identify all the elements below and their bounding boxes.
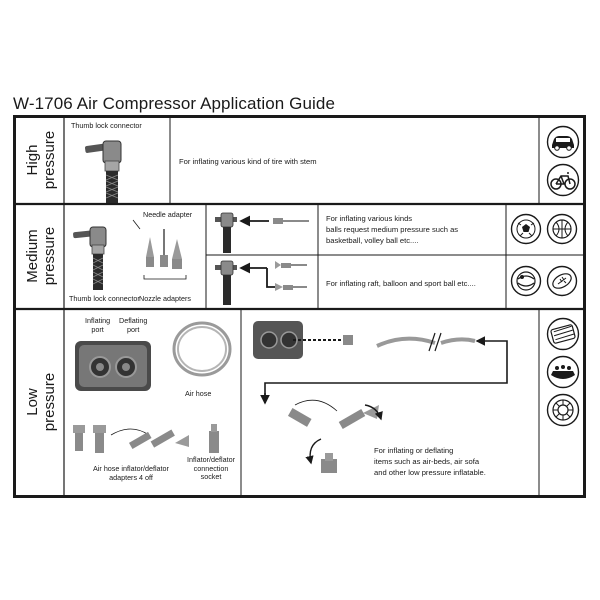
inflator-adapters-label	[76, 465, 186, 482]
row-label-high-line1: High	[24, 144, 41, 176]
application-guide-table	[13, 115, 586, 498]
deflating-port-label-line-1: Deflating	[119, 316, 148, 325]
low-description	[374, 445, 486, 478]
medium-connector-label: Thumb lock connector	[69, 294, 140, 303]
nozzle-adapters-label: Nozzle adapters	[139, 294, 191, 303]
inflator-adapters-label-line-2: adapters 4 off	[109, 472, 153, 482]
row-label-low	[24, 362, 58, 442]
row-label-medium-line1: Medium	[24, 229, 41, 283]
beach-ball-icon	[510, 265, 542, 297]
medium-description-1-line-3: basketball, volley ball etc....	[326, 236, 419, 245]
row-label-high	[24, 120, 58, 200]
pool-ring-icon	[546, 393, 580, 427]
deflating-port-label-line-2: port	[126, 324, 140, 334]
row-label-medium	[24, 214, 58, 298]
thumb-lock-connector-image	[73, 129, 168, 203]
deflating-port-label	[119, 317, 147, 334]
medium-attachment-diagram	[209, 207, 317, 307]
connection-socket-label	[183, 456, 239, 482]
row-label-low-line1: Low	[24, 388, 41, 416]
high-description: For inflating various kind of tire with stem	[179, 157, 317, 166]
needle-adapter-label: Needle adapter	[143, 210, 193, 219]
row-label-high-line2: pressure	[41, 130, 58, 190]
car-icon	[546, 125, 580, 159]
row-label-low-line2: pressure	[41, 372, 58, 432]
soccer-ball-icon	[510, 213, 542, 245]
inflating-port-label-line-2: port	[91, 324, 104, 334]
air-mattress-icon	[546, 317, 580, 351]
air-hose-label: Air hose	[185, 389, 212, 398]
medium-description-1	[326, 213, 458, 246]
medium-connector-image	[68, 215, 203, 295]
guide-title: W-1706 Air Compressor Application Guide	[13, 94, 336, 113]
low-description-line-1: For inflating or deflating	[374, 446, 454, 455]
connection-socket-label-line-2: connection	[193, 463, 229, 473]
low-description-line-2: items such as air-beds, air sofa	[374, 457, 480, 466]
medium-description-1-line-2: balls request medium pressure such as	[326, 225, 459, 234]
medium-description-2: For inflating raft, balloon and sport ball etc....	[326, 279, 476, 288]
connection-socket-label-line-3: socket	[200, 472, 222, 481]
row-label-medium-line2: pressure	[41, 226, 58, 286]
inflatable-boat-icon	[546, 355, 580, 389]
compressor-ports-image	[73, 337, 153, 395]
low-description-line-3: and other low pressure inflatable.	[374, 468, 486, 477]
inflating-port-label-line-1: Inflating	[85, 316, 111, 325]
bicycle-icon	[546, 163, 580, 197]
inflator-adapters-label-line-1: Air hose inflator/deflator	[93, 464, 169, 473]
air-hose-image	[169, 317, 235, 381]
thumb-lock-connector-label: Thumb lock connector	[71, 121, 142, 130]
basketball-icon	[546, 213, 578, 245]
medium-description-1-line-1: For inflating various kinds	[326, 214, 413, 223]
football-icon	[546, 265, 578, 297]
connection-socket-label-line-1: Inflator/deflator	[187, 455, 235, 464]
inflating-port-label	[85, 317, 110, 334]
